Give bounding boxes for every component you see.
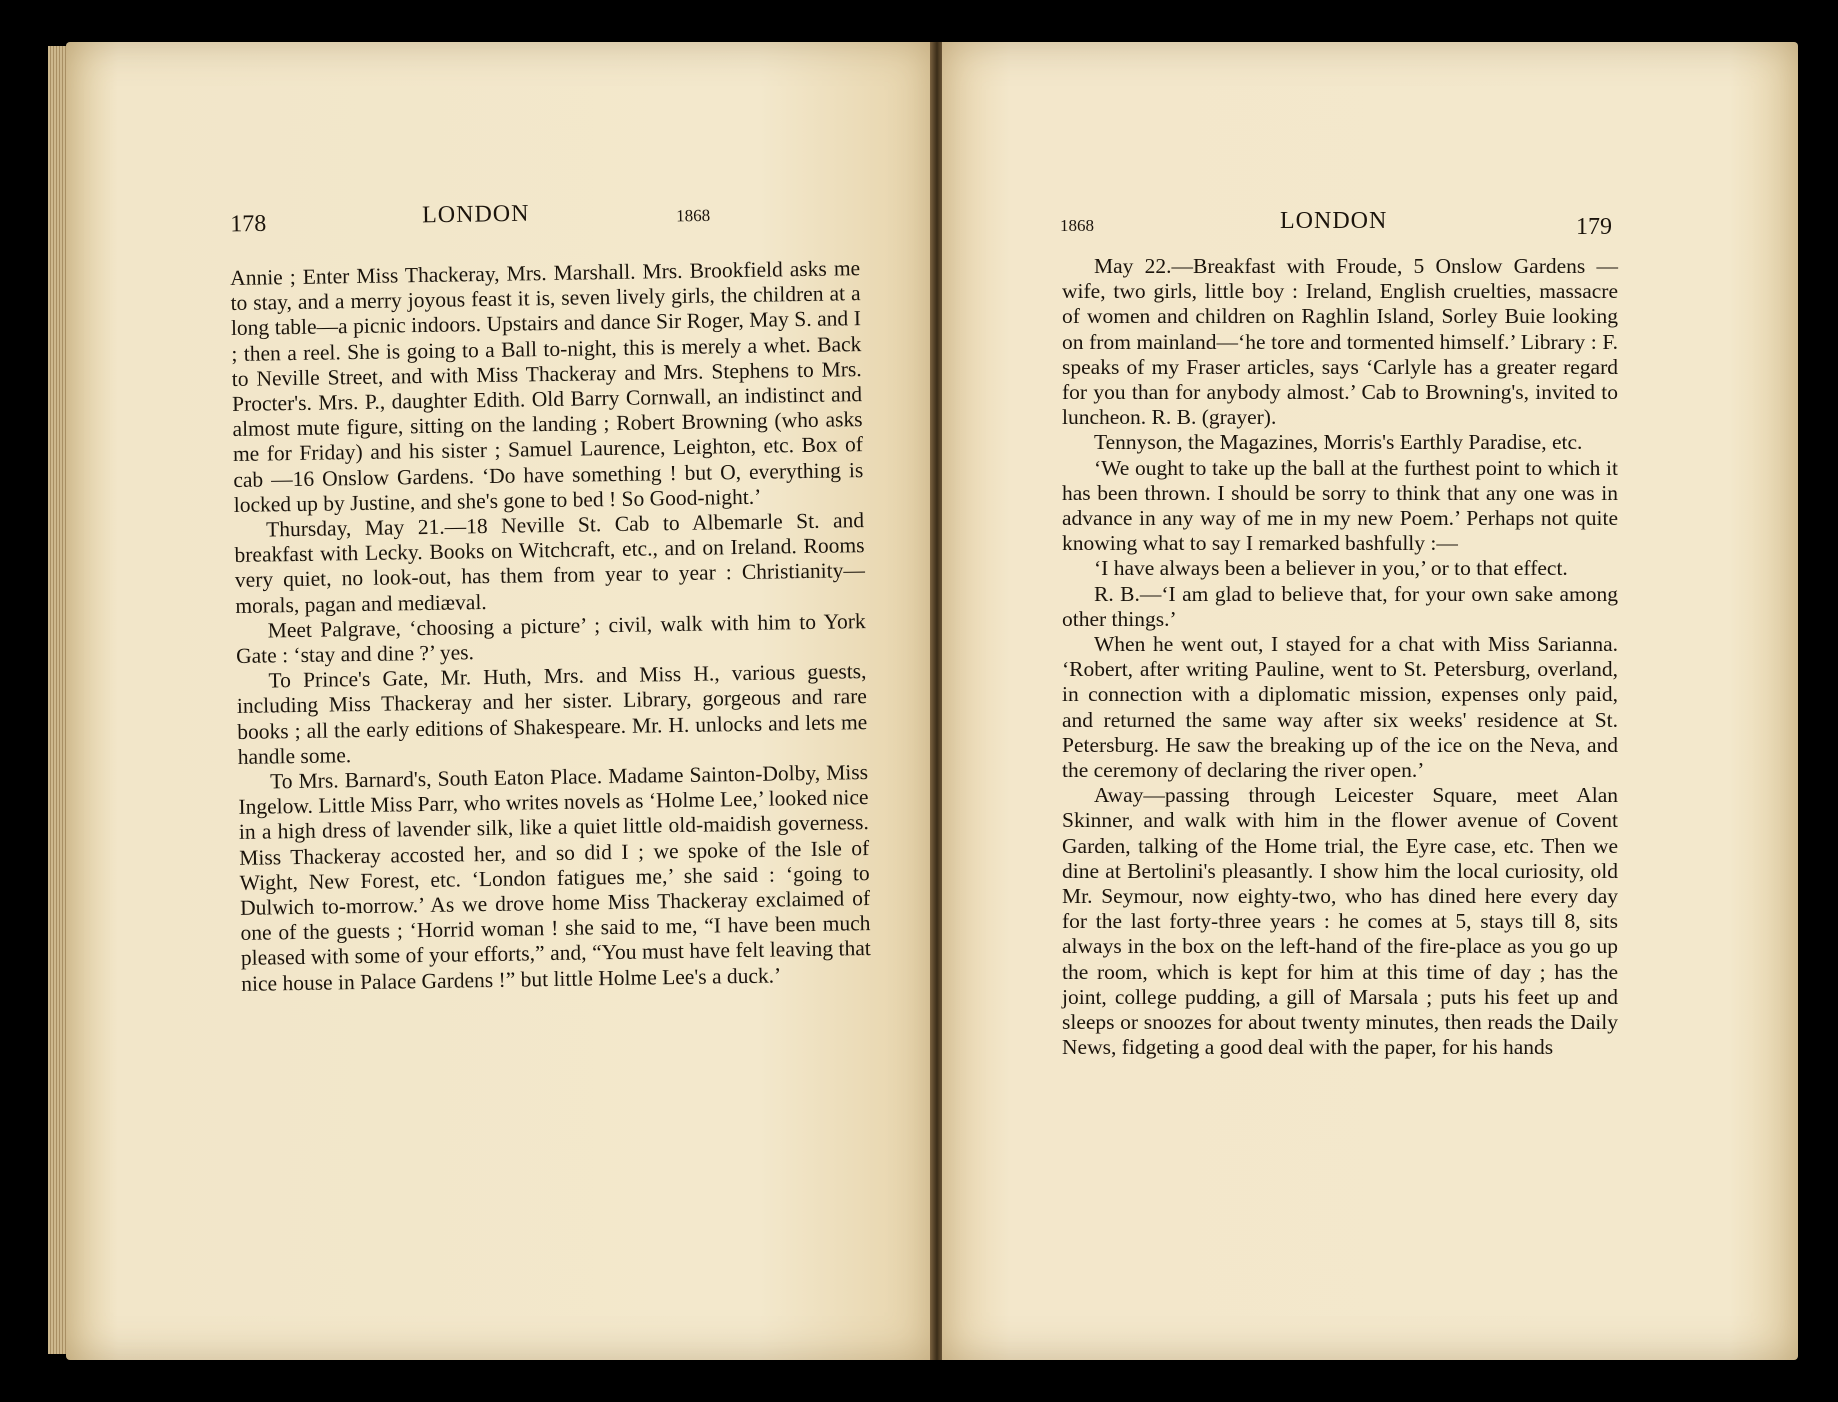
- page-number: 178: [230, 210, 267, 238]
- paragraph: Annie ; Enter Miss Thackeray, Mrs. Marshall. Mrs. Brookfield asks me to stay, and a merry joyous feast it is, seven lively girls, the children at a long table—a picnic indoors. Upstairs and dance Sir Roger, May S. and I ; then a reel. She is going to a Ball to-night, this is merely a whet. Back to Neville Street, and with Miss Thackeray and Mrs. Stephens to Mrs. Procter's. Mrs. P., daughter Edith. Old Barry Cornwall, an indistinct and almost mute figure, sitting on the landing ; Robert Browning (who asks me for Friday) and his sister ; Samuel Laurence, Leighton, etc. Box of cab —16 Onslow Gardens. ‘Do have something ! but O, everything is locked up by Justine, and she's gone to bed ! So Good-night.’: [230, 256, 864, 517]
- paragraph: ‘We ought to take up the ball at the furthest point to which it has been thrown. I should be sorry to think that any one was in advance in any way of me in my new Poem.’ Perhaps not quite knowing what to say I remarked bashfully :—: [1062, 455, 1618, 556]
- paragraph: R. B.—‘I am glad to believe that, for your own sake among other things.’: [1062, 581, 1618, 631]
- header-year: 1868: [676, 205, 711, 226]
- right-page-header: [942, 208, 1798, 242]
- left-page: [66, 42, 932, 1360]
- running-title: LONDON: [421, 200, 530, 229]
- paragraph: To Prince's Gate, Mr. Huth, Mrs. and Miss H., various guests, including Miss Thackeray and her sister. Library, gorgeous and rare books ; all the early editions of Shakespeare. Mr. H. unlocks and lets me handle some.: [236, 659, 868, 769]
- left-page-header: [66, 194, 932, 242]
- running-title: LONDON: [1280, 208, 1388, 234]
- left-page-text: [230, 256, 871, 997]
- paragraph: To Mrs. Barnard's, South Eaton Place. Madame Sainton-Dolby, Miss Ingelow. Little Miss Parr, who writes novels as ‘Holme Lee,’ looked nice in a high dress of lavender silk, like a quiet little old-maidish governess. Miss Thackeray accosted her, and so did I ; we spoke of the Isle of Wight, New Forest, etc. ‘London fatigues me,’ she said : ‘going to Dulwich to-morrow.’ As we drove home Miss Thackeray exclaimed of one of the guests ; ‘Horrid woman ! she said to me, “I have been much pleased with some of your efforts,” and, “You must have felt leaving that nice house in Palace Gardens !” but little Holme Lee's a duck.’: [238, 760, 871, 996]
- paragraph: Thursday, May 21.—18 Neville St. Cab to Albemarle St. and breakfast with Lecky. Books on Witchcraft, etc., and on Ireland. Rooms very quiet, no look-out, has them from year to year : Christianity—morals, pagan and mediæval.: [234, 508, 866, 618]
- paragraph: Away—passing through Leicester Square, meet Alan Skinner, and walk with him in the flower avenue of Covent Garden, talking of the Home trial, the Eyre case, etc. Then we dine at Bertolini's pleasantly. I show him the local curiosity, old Mr. Seymour, now eighty-two, who has dined here every day for the last forty-three years : he comes at 5, stays till 8, sits always in the box on the left-hand of the fire-place as you go up the room, which is kept for him at this time of day ; has the joint, college pudding, a gill of Marsala ; puts his feet up and sleeps or snoozes for about twenty minutes, then reads the Daily News, fidgeting a good deal with the paper, for his hands: [1062, 783, 1618, 1060]
- paragraph: Tennyson, the Magazines, Morris's Earthly Paradise, etc.: [1094, 430, 1583, 455]
- right-page-text: [1062, 254, 1618, 1061]
- paragraph: Meet Palgrave, ‘choosing a picture’ ; civil, walk with him to York Gate : ‘stay and dine ?’ yes.: [235, 608, 866, 668]
- page-number: 179: [1576, 214, 1612, 240]
- paragraph: ‘I have always been a believer in you,’ or to that effect.: [1094, 556, 1568, 581]
- page-edges: [48, 46, 68, 1354]
- paragraph: May 22.—Breakfast with Froude, 5 Onslow Gardens —wife, two girls, little boy : Ireland, English cruelties, massacre of women and children on Raghlin Island, Sorley Buie looking on from mainland—‘he tore and tormented himself.’ Library : F. speaks of my Fraser articles, says ‘Carlyle has a greater regard for you than for anybody almost.’ Cab to Browning's, invited to luncheon. R. B. (grayer).: [1062, 254, 1618, 430]
- right-page: [942, 42, 1798, 1360]
- paragraph: When he went out, I stayed for a chat with Miss Sarianna. ‘Robert, after writing Pauline, went to St. Petersburg, overland, in connection with a diplomatic mission, expenses only paid, and returned the same way after six weeks' residence at St. Petersburg. He saw the breaking up of the ice on the Neva, and the ceremony of declaring the river open.’: [1062, 632, 1618, 783]
- header-year: 1868: [1060, 216, 1094, 235]
